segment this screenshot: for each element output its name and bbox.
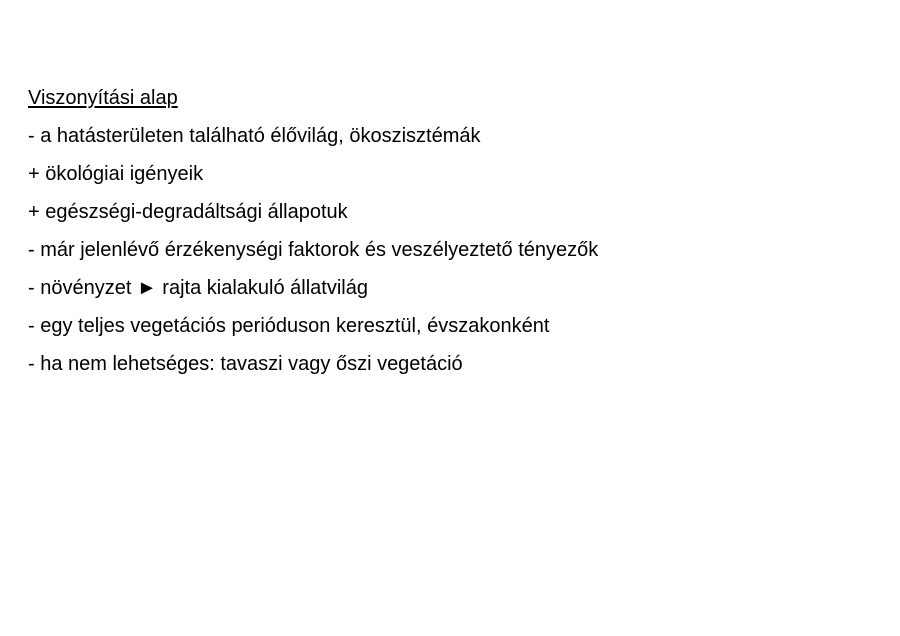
text-line: + egészségi-degradáltsági állapotuk: [28, 201, 348, 223]
text-line: - növényzet ► rajta kialakuló állatvilág: [28, 277, 368, 299]
document-heading: Viszonyítási alap: [28, 87, 178, 109]
text-line: + ökológiai igényeik: [28, 163, 204, 185]
text-line: - már jelenlévő érzékenységi faktorok és veszélyeztető tényezők: [28, 239, 599, 261]
text-line: - ha nem lehetséges: tavaszi vagy őszi vegetáció: [28, 353, 463, 375]
document-content: [28, 85, 878, 389]
text-line: - a hatásterületen található élővilág, ökoszisztémák: [28, 125, 481, 147]
text-line: - egy teljes vegetációs perióduson keresztül, évszakonként: [28, 315, 550, 337]
